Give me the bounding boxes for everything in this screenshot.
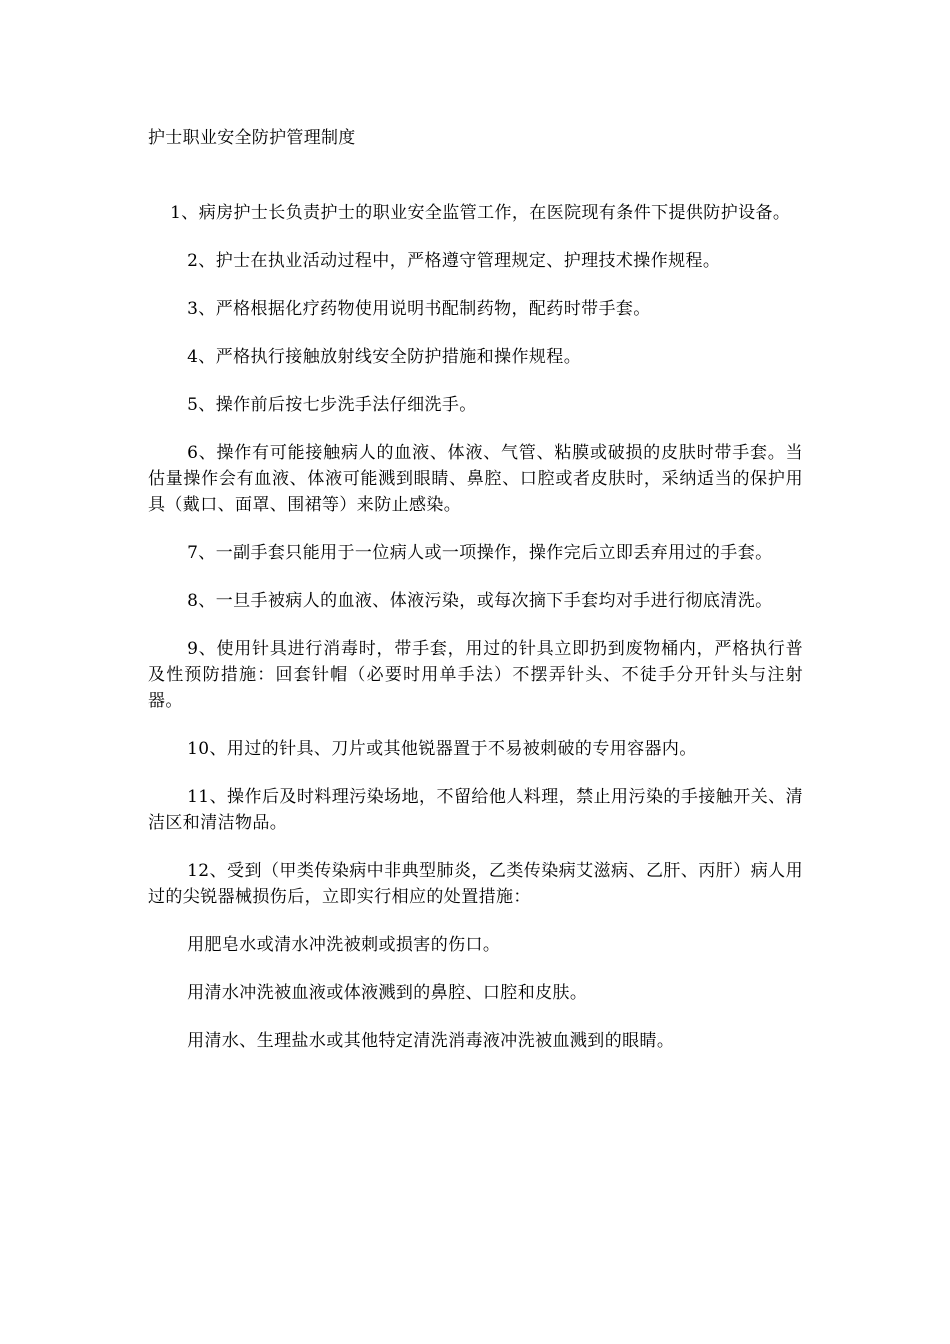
paragraph-9: 9、使用针具进行消毒时，带手套，用过的针具立即扔到废物桶内，严格执行普及性预防措施：回套针帽（必要时用单手法）不摆弄针头、不徒手分开针头与注射器。 — [148, 639, 803, 711]
paragraph-10: 10、用过的针具、刀片或其他锐器置于不易被刺破的专用容器内。 — [187, 739, 697, 759]
paragraph-7: 7、一副手套只能用于一位病人或一项操作，操作完后立即丢弃用过的手套。 — [187, 543, 773, 563]
paragraph-5: 5、操作前后按七步洗手法仔细洗手。 — [187, 395, 477, 415]
paragraph-12: 12、受到（甲类传染病中非典型肺炎，乙类传染病艾滋病、乙肝、丙肝）病人用过的尖锐器械损伤后，立即实行相应的处置措施： — [148, 861, 803, 907]
paragraph-13: 用肥皂水或清水冲洗被刺或损害的伤口。 — [187, 935, 501, 955]
paragraph-2: 2、护士在执业活动过程中，严格遵守管理规定、护理技术操作规程。 — [187, 251, 721, 271]
paragraph-14: 用清水冲洗被血液或体液溅到的鼻腔、口腔和皮肤。 — [187, 983, 588, 1003]
paragraph-11: 11、操作后及时料理污染场地，不留给他人料理，禁止用污染的手接触开关、清洁区和清洁物品。 — [148, 787, 803, 833]
document-title: 护士职业安全防护管理制度 — [148, 128, 356, 148]
paragraph-6: 6、操作有可能接触病人的血液、体液、气管、粘膜或破损的皮肤时带手套。当估量操作会有血液、体液可能溅到眼睛、鼻腔、口腔或者皮肤时，采纳适当的保护用具（戴口、面罩、围裙等）来防止感染。 — [148, 443, 803, 515]
paragraph-4: 4、严格执行接触放射线安全防护措施和操作规程。 — [187, 347, 582, 367]
paragraph-15: 用清水、生理盐水或其他特定清洗消毒液冲洗被血溅到的眼睛。 — [187, 1031, 675, 1051]
paragraph-3: 3、严格根据化疗药物使用说明书配制药物，配药时带手套。 — [187, 299, 651, 319]
paragraph-8: 8、一旦手被病人的血液、体液污染，或每次摘下手套均对手进行彻底清洗。 — [187, 591, 773, 611]
document-body — [148, 200, 803, 1076]
paragraph-1: 1、病房护士长负责护士的职业安全监管工作，在医院现有条件下提供防护设备。 — [170, 203, 791, 223]
